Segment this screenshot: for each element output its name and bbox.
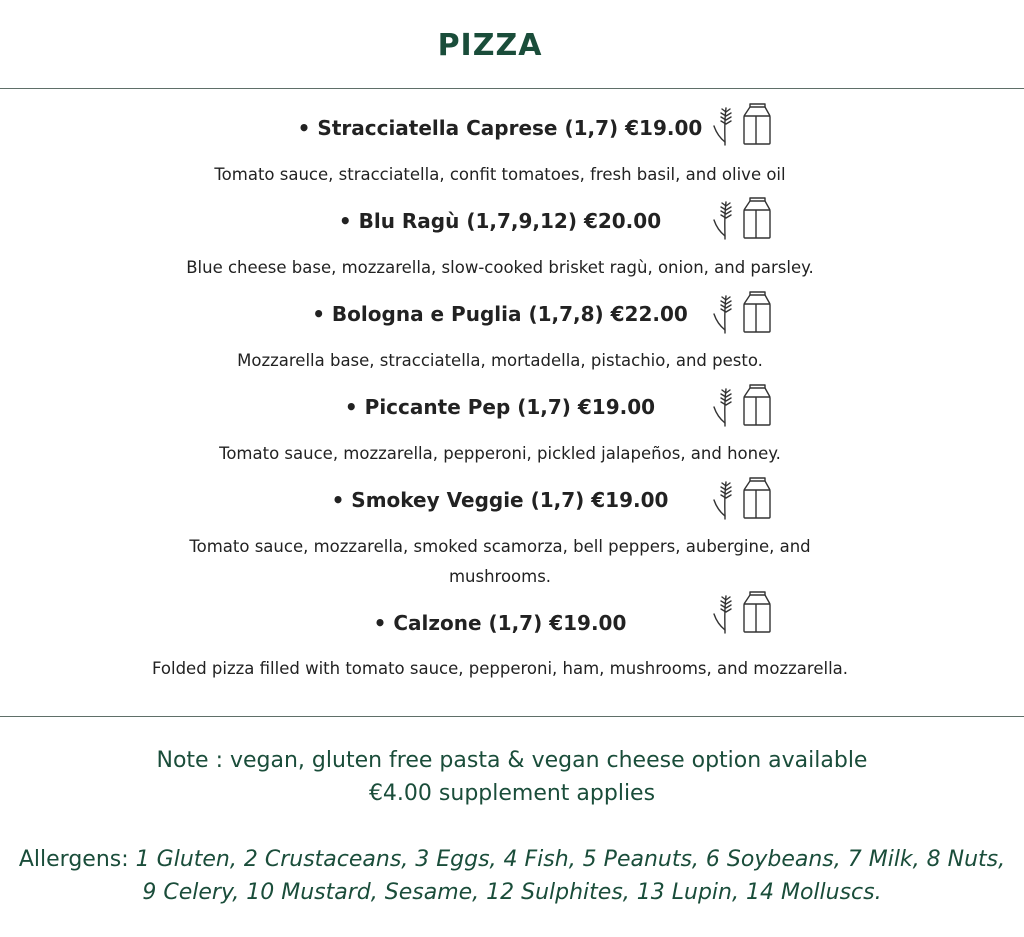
item-name-piccante-pep: • Piccante Pep (1,7) €19.00 — [344, 395, 656, 419]
milk-carton-icon — [742, 590, 772, 634]
allergens-list-2: 9 Celery, 10 Mustard, Sesame, 12 Sulphites, 13 Lupin, 14 Molluscs. — [142, 880, 882, 905]
item-desc-smokey-veggie: Tomato sauce, mozzarella, smoked scamorza, bell peppers, aubergine, and mushrooms. — [189, 537, 811, 586]
item-name-bologna-e-puglia: • Bologna e Puglia (1,7,8) €22.00 — [312, 302, 688, 326]
allergens-legend — [12, 843, 1012, 909]
wheat-icon — [712, 290, 738, 334]
allergen-icons — [712, 196, 776, 240]
note-line-2: €4.00 supplement applies — [368, 781, 656, 806]
milk-carton-icon — [742, 102, 772, 146]
item-name-calzone: • Calzone (1,7) €19.00 — [373, 611, 627, 635]
allergens-line-1 — [12, 843, 1012, 876]
wheat-icon — [712, 383, 738, 427]
allergens-list-1: 1 Gluten, 2 Crustaceans, 3 Eggs, 4 Fish, 5 Peanuts, 6 Soybeans, 7 Milk, 8 Nuts, — [135, 847, 1006, 872]
item-desc-stracciatella-caprese: Tomato sauce, stracciatella, confit tomatoes, fresh basil, and olive oil — [214, 165, 786, 184]
milk-carton-icon — [742, 476, 772, 520]
allergen-icons — [712, 383, 776, 427]
top-divider — [0, 88, 1024, 89]
item-desc-calzone: Folded pizza filled with tomato sauce, pepperoni, ham, mushrooms, and mozzarella. — [151, 659, 849, 678]
wheat-icon — [712, 590, 738, 634]
allergen-icons — [712, 476, 776, 520]
item-name-blu-ragu: • Blu Ragù (1,7,9,12) €20.00 — [338, 209, 662, 233]
milk-carton-icon — [742, 290, 772, 334]
item-name-stracciatella-caprese: • Stracciatella Caprese (1,7) €19.00 — [297, 116, 703, 140]
item-desc-bologna-e-puglia: Mozzarella base, stracciatella, mortadella, pistachio, and pesto. — [237, 351, 763, 370]
note — [0, 744, 1024, 810]
allergen-icons — [712, 290, 776, 334]
wheat-icon — [712, 102, 738, 146]
allergens-label: Allergens: — [18, 847, 129, 872]
item-desc-blu-ragu: Blue cheese base, mozzarella, slow-cooked brisket ragù, onion, and parsley. — [186, 258, 814, 277]
wheat-icon — [712, 476, 738, 520]
note-line-1: Note : vegan, gluten free pasta & vegan cheese option available — [156, 748, 868, 773]
allergen-icons — [712, 102, 776, 146]
milk-carton-icon — [742, 383, 772, 427]
milk-carton-icon — [742, 196, 772, 240]
item-name-smokey-veggie: • Smokey Veggie (1,7) €19.00 — [331, 488, 669, 512]
page-title: PIZZA — [437, 28, 543, 63]
allergen-icons — [712, 590, 776, 634]
item-desc-piccante-pep: Tomato sauce, mozzarella, pepperoni, pickled jalapeños, and honey. — [219, 444, 781, 463]
wheat-icon — [712, 196, 738, 240]
bottom-divider — [0, 716, 1024, 717]
